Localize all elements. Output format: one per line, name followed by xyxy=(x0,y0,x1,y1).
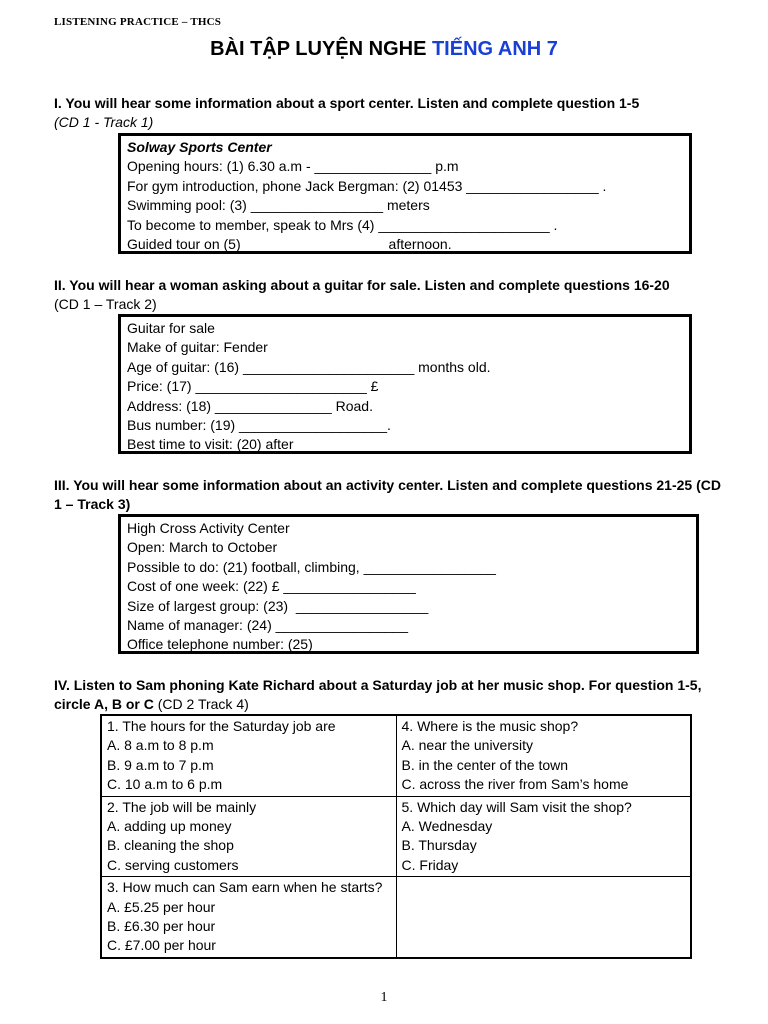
box-line: High Cross Activity Center xyxy=(127,520,290,536)
box-line: Office telephone number: (25) _________________ xyxy=(127,636,449,653)
box-line: To become to member, speak to Mrs (4) ______________________ . xyxy=(127,216,558,233)
box-line: Opening hours: (1) 6.30 a.m - _______________ p.m xyxy=(127,158,459,175)
question-cell xyxy=(396,715,691,796)
title-accent: TIẾNG ANH 7 xyxy=(431,38,558,60)
answer-option: C. £7.00 per hour xyxy=(107,937,216,954)
box-line: Cost of one week: (22) £ _________________ xyxy=(127,578,416,595)
table-row xyxy=(101,796,691,877)
answer-option: A. Wednesday xyxy=(401,818,493,835)
section-1-box xyxy=(118,133,692,254)
question-text: 3. How much can Sam earn when he starts? xyxy=(107,879,383,896)
title-main: BÀI TẬP LUYỆN NGHE xyxy=(210,38,432,60)
box-line: Guided tour on (5) __________________ afternoon. xyxy=(127,236,452,253)
question-text: 1. The hours for the Saturday job are xyxy=(107,718,336,734)
section-4-instructions xyxy=(54,676,722,714)
table-row xyxy=(101,715,691,796)
question-cell xyxy=(101,877,396,958)
box-line: Guitar for sale xyxy=(127,320,215,336)
box-line: Age of guitar: (16) ______________________ months old. xyxy=(127,358,491,375)
answer-option: A. 8 a.m to 8 p.m xyxy=(107,737,214,754)
answer-option: A. adding up money xyxy=(107,818,232,835)
box-title: Solway Sports Center xyxy=(127,139,272,155)
answer-option: B. Thursday xyxy=(401,837,477,854)
answer-option: C. serving customers xyxy=(107,856,239,873)
section-3-box xyxy=(118,514,699,654)
section-2-heading: II. You will hear a woman asking about a guitar for sale. Listen and complete questions 16-20 xyxy=(54,277,670,293)
answer-option: C. 10 a.m to 6 p.m xyxy=(107,776,223,793)
question-text: 5. Which day will Sam visit the shop? xyxy=(401,798,632,815)
section-3-instructions xyxy=(54,476,722,514)
answer-option: C. across the river from Sam’s home xyxy=(401,776,629,793)
box-line: Price: (17) ______________________ £ xyxy=(127,378,379,395)
section-2-instructions xyxy=(54,276,722,314)
answer-option: B. cleaning the shop xyxy=(107,837,234,854)
box-line: Make of guitar: Fender xyxy=(127,339,268,356)
section-1-track: (CD 1 - Track 1) xyxy=(54,114,154,130)
answer-option: B. 9 a.m to 7 p.m xyxy=(107,756,214,773)
box-line: Swimming pool: (3) _________________ meters xyxy=(127,197,430,214)
section-2-box xyxy=(118,314,692,454)
section-2-track: (CD 1 – Track 2) xyxy=(54,296,157,312)
box-line: For gym introduction, phone Jack Bergman: (2) 01453 _________________ . xyxy=(127,177,607,194)
answer-option: A. near the university xyxy=(401,737,534,754)
box-line: Possible to do: (21) football, climbing, _________________ xyxy=(127,558,496,575)
document-header-label: LISTENING PRACTICE – THCS xyxy=(54,16,222,28)
box-line: Address: (18) _______________ Road. xyxy=(127,397,373,414)
section-4-track: (CD 2 Track 4) xyxy=(157,696,249,712)
box-line: Name of manager: (24) _________________ xyxy=(127,617,408,634)
section-1-heading: I. You will hear some information about a sport center. Listen and complete question 1-5 xyxy=(54,95,640,111)
section-4-heading: IV. Listen to Sam phoning Kate Richard about a Saturday job at her music shop. For question 1-5, circle A, B or C xyxy=(54,677,702,712)
question-text: 2. The job will be mainly xyxy=(107,798,257,815)
answer-option: B. £6.30 per hour xyxy=(107,918,216,935)
answer-option: C. Friday xyxy=(401,856,459,873)
box-line: Size of largest group: (23) _________________ xyxy=(127,597,429,614)
multiple-choice-table xyxy=(100,714,692,959)
table-row xyxy=(101,877,691,958)
page-title xyxy=(0,38,768,61)
section-1-instructions xyxy=(54,94,722,132)
page-number: 1 xyxy=(380,990,388,1005)
question-cell xyxy=(101,796,396,877)
question-cell xyxy=(396,796,691,877)
section-3-heading: III. You will hear some information about an activity center. Listen and complete questions 21-25 (CD 1 – Track 3) xyxy=(54,477,721,512)
box-line: Open: March to October xyxy=(127,539,278,556)
answer-option: B. in the center of the town xyxy=(401,756,569,773)
question-cell xyxy=(101,715,396,796)
empty-cell xyxy=(396,877,691,958)
question-text: 4. Where is the music shop? xyxy=(401,718,579,734)
answer-option: A. £5.25 per hour xyxy=(107,898,216,915)
box-line: Best time to visit: (20) after __________________ xyxy=(127,436,438,453)
box-line: Bus number: (19) ___________________. xyxy=(127,417,391,434)
